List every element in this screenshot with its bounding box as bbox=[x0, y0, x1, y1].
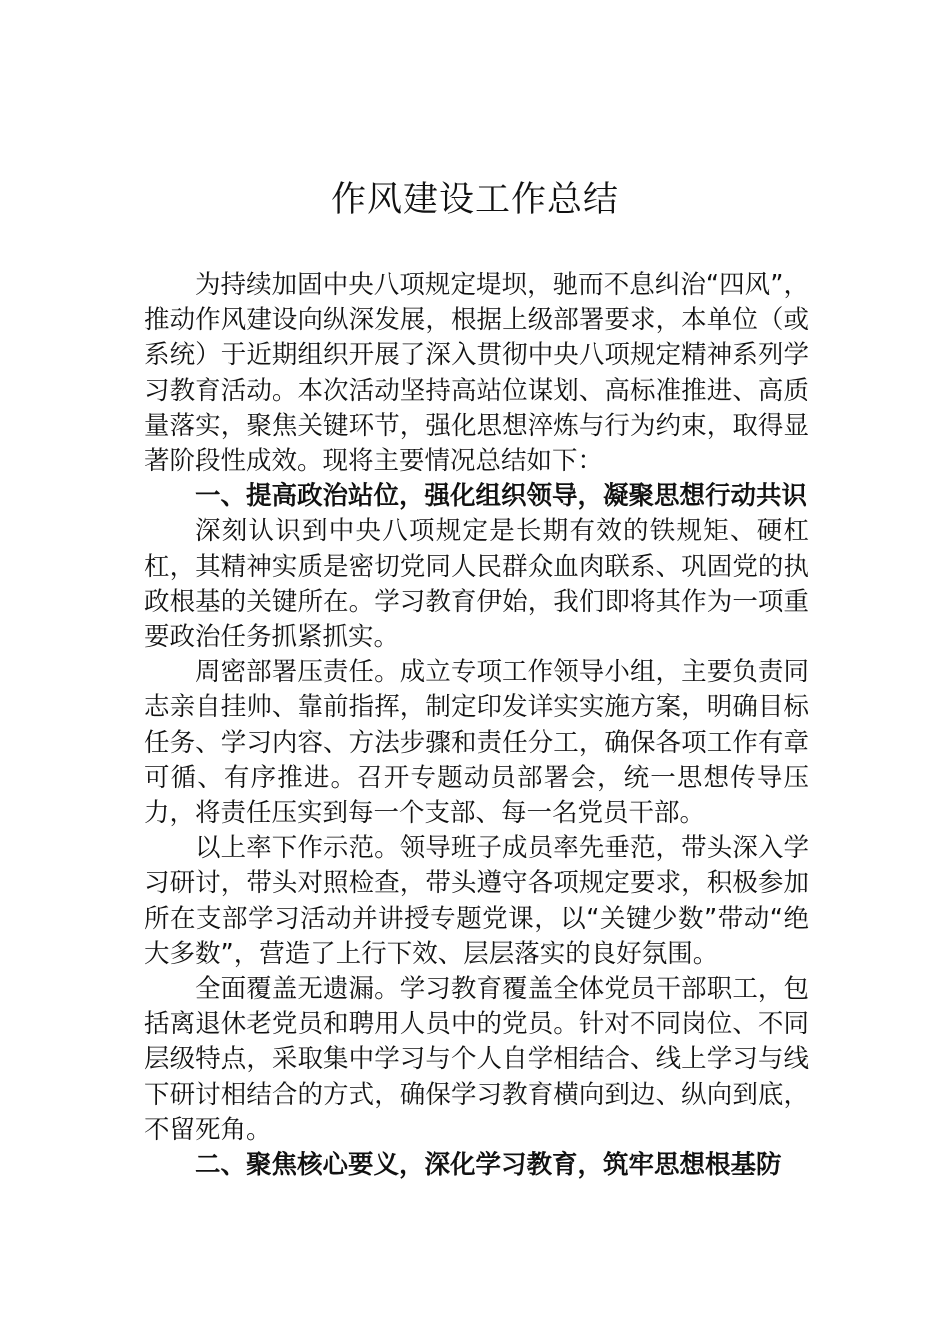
body-paragraph: 以上率下作示范。领导班子成员率先垂范，带头深入学习研讨，带头对照检查，带头遵守各项规定要求，积极参加所在支部学习活动并讲授专题党课，以“关键少数”带动“绝大多数”，营造了上行下效、层层落实的良好氛围。 bbox=[144, 833, 809, 969]
body-paragraph: 周密部署压责任。成立专项工作领导小组，主要负责同志亲自挂帅、靠前指挥，制定印发详实实施方案，明确目标任务、学习内容、方法步骤和责任分工，确保各项工作有章可循、有序推进。召开专题动员部署会，统一思想传导压力，将责任压实到每一个支部、每一名党员干部。 bbox=[144, 657, 809, 829]
section-heading-1: 一、提高政治站位，强化组织领导，凝聚思想行动共识 bbox=[195, 481, 808, 512]
document-title: 作风建设工作总结 bbox=[330, 180, 619, 220]
section-heading-2: 二、聚焦核心要义，深化学习教育，筑牢思想根基防 bbox=[195, 1150, 782, 1181]
intro-paragraph: 为持续加固中央八项规定堤坝，驰而不息纠治“四风”，推动作风建设向纵深发展，根据上级部署要求，本单位（或系统）于近期组织开展了深入贯彻中央八项规定精神系列学习教育活动。本次活动坚持高站位谋划、高标准推进、高质量落实，聚焦关键环节，强化思想淬炼与行为约束，取得显著阶段性成效。现将主要情况总结如下： bbox=[144, 270, 809, 477]
body-paragraph: 深刻认识到中央八项规定是长期有效的铁规矩、硬杠杠，其精神实质是密切党同人民群众血肉联系、巩固党的执政根基的关键所在。学习教育伊始，我们即将其作为一项重要政治任务抓紧抓实。 bbox=[144, 516, 809, 653]
body-paragraph: 全面覆盖无遗漏。学习教育覆盖全体党员干部职工，包括离退休老党员和聘用人员中的党员。针对不同岗位、不同层级特点，采取集中学习与个人自学相结合、线上学习与线下研讨相结合的方式，确保学习教育横向到边、纵向到底，不留死角。 bbox=[144, 974, 809, 1145]
document-body bbox=[144, 268, 809, 1183]
